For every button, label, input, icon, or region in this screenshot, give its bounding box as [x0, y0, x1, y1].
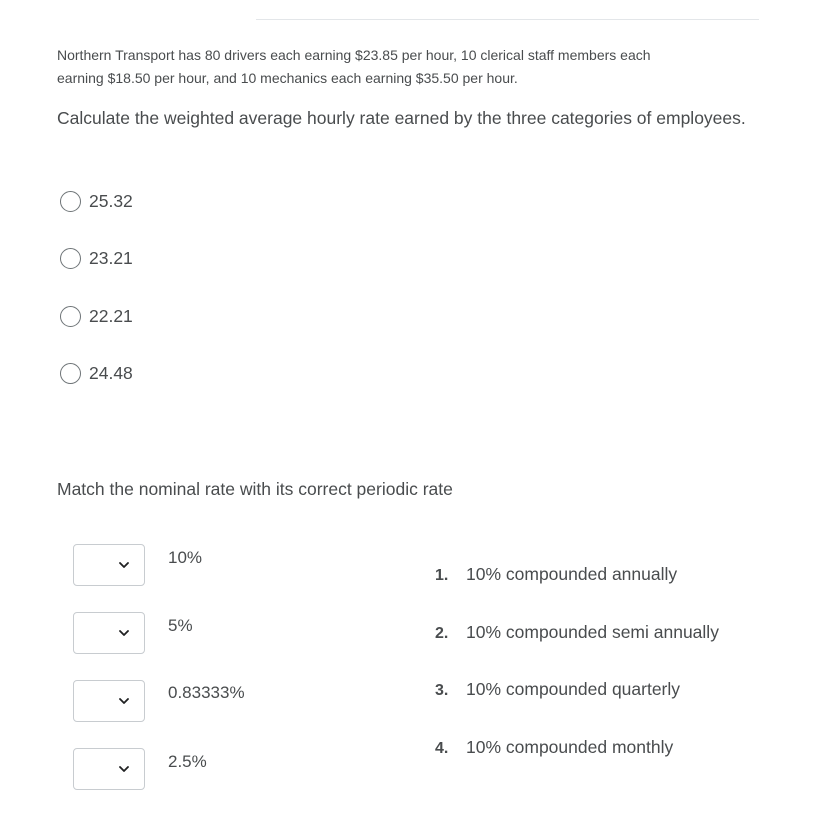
radio-button[interactable]	[60, 191, 81, 212]
match-select-3[interactable]	[73, 680, 145, 722]
question-1-intro-line-2: earning $18.50 per hour, and 10 mechanics each earning $35.50 per hour.	[57, 70, 518, 86]
match-choice-text: 10% compounded annually	[466, 564, 678, 584]
question-1-prompt: Calculate the weighted average hourly rate earned by the three categories of employees.	[57, 108, 746, 128]
answer-option-label: 23.21	[89, 248, 133, 268]
top-divider	[256, 19, 759, 20]
match-choice-2	[435, 622, 719, 643]
match-choice-1	[435, 564, 677, 585]
match-choice-text: 10% compounded semi annually	[466, 622, 719, 642]
match-value-3: 0.83333%	[168, 683, 245, 702]
answer-option-label: 24.48	[89, 363, 133, 383]
match-value-4: 2.5%	[168, 752, 207, 771]
answer-option-2[interactable]	[60, 248, 133, 269]
answer-option-label: 22.21	[89, 306, 133, 326]
match-choice-number: 1.	[435, 567, 449, 584]
match-choice-text: 10% compounded monthly	[466, 737, 674, 757]
match-choice-number: 2.	[435, 625, 449, 642]
radio-button[interactable]	[60, 363, 81, 384]
match-choice-number: 4.	[435, 740, 449, 757]
match-value-2: 5%	[168, 616, 193, 635]
match-choice-4	[435, 737, 673, 758]
match-select-1[interactable]	[73, 544, 145, 586]
match-choice-text: 10% compounded quarterly	[466, 679, 681, 699]
chevron-down-icon	[117, 694, 131, 708]
match-select-2[interactable]	[73, 612, 145, 654]
chevron-down-icon	[117, 762, 131, 776]
answer-option-1[interactable]	[60, 191, 133, 212]
question-1-intro	[57, 44, 777, 90]
match-choice-number: 3.	[435, 682, 449, 699]
chevron-down-icon	[117, 558, 131, 572]
match-value-1: 10%	[168, 548, 203, 567]
question-1-intro-line-1: Northern Transport has 80 drivers each earning $23.85 per hour, 10 clerical staff members each	[57, 47, 651, 63]
radio-button[interactable]	[60, 306, 81, 327]
answer-option-4[interactable]	[60, 363, 133, 384]
match-choice-3	[435, 679, 680, 700]
match-select-4[interactable]	[73, 748, 145, 790]
radio-button[interactable]	[60, 248, 81, 269]
question-2-prompt: Match the nominal rate with its correct periodic rate	[57, 479, 453, 499]
chevron-down-icon	[117, 626, 131, 640]
answer-option-label: 25.32	[89, 191, 133, 211]
answer-option-3[interactable]	[60, 306, 133, 327]
